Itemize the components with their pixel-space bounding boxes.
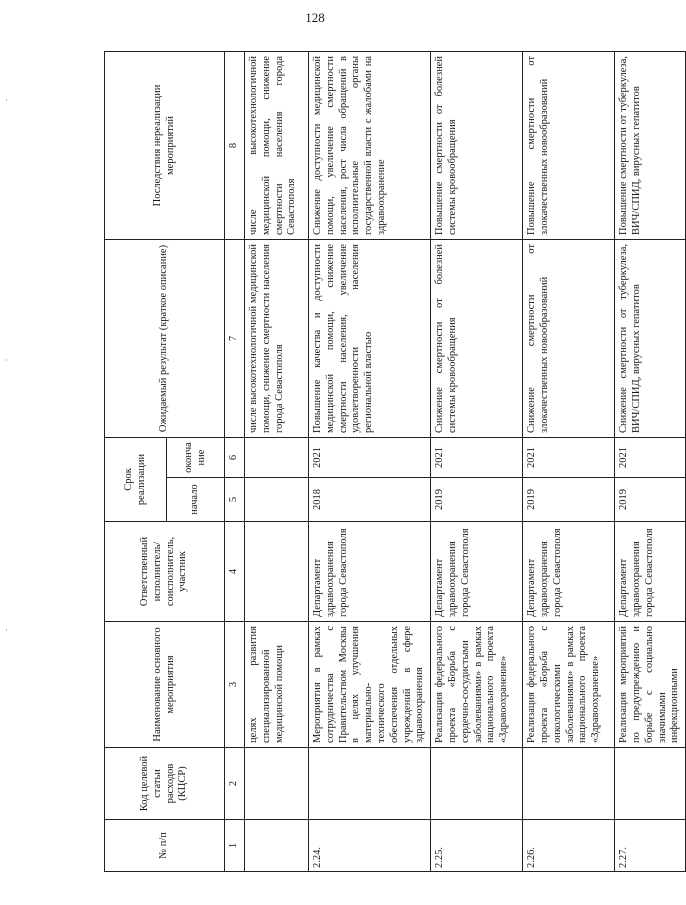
table-row	[245, 51, 309, 871]
row-end-year	[245, 437, 309, 477]
binder-hole-mark: ·	[5, 95, 8, 105]
row-start-year: 2018	[309, 478, 431, 522]
row-kcsr	[245, 748, 309, 820]
row-executor: Департамент здравоохранения города Севастополя	[615, 522, 686, 622]
row-expected-result: Повышение качества и доступности медицинской помощи, снижение смертности населения, увеличение удовлетворенности населения региональной властью	[309, 239, 431, 437]
column-number: 5	[225, 478, 245, 522]
row-start-year: 2019	[523, 478, 615, 522]
column-number: 6	[225, 437, 245, 477]
row-consequence: числе высокотехнологичной медицинской помощи, снижение смертности населения города Севастополя	[245, 51, 309, 239]
measures-table	[104, 51, 686, 872]
table-row	[523, 51, 615, 871]
header-term-end: оконча ние	[167, 437, 225, 477]
row-end-year: 2021	[615, 437, 686, 477]
row-kcsr	[309, 748, 431, 820]
column-number-row	[225, 51, 245, 871]
row-executor: Департамент здравоохранения города Севастополя	[523, 522, 615, 622]
row-consequence: Повышение смертности от болезней системы кровообращения	[431, 51, 523, 239]
row-kcsr	[615, 748, 686, 820]
column-number: 4	[225, 522, 245, 622]
header-measure-name: Наименование основного мероприятия	[105, 622, 225, 748]
header-term-start: начало	[167, 478, 225, 522]
table-row	[615, 51, 686, 871]
row-kcsr	[523, 748, 615, 820]
row-number: 2.26.	[523, 820, 615, 872]
header-executor: Ответственный исполнитель/ соисполнитель, участник	[105, 522, 225, 622]
header-term: Срок реализации	[105, 437, 167, 521]
row-kcsr	[431, 748, 523, 820]
binder-hole-mark: ·	[5, 355, 8, 365]
row-number: 2.27.	[615, 820, 686, 872]
row-end-year: 2021	[523, 437, 615, 477]
row-number	[245, 820, 309, 872]
column-number: 2	[225, 748, 245, 820]
row-expected-result: Снижение смертности от злокачественных новообразований	[523, 239, 615, 437]
row-end-year: 2021	[309, 437, 431, 477]
column-number: 8	[225, 51, 245, 239]
row-executor	[245, 522, 309, 622]
row-consequence: Повышение смертности от туберкулеза, ВИЧ/СПИД, вирусных гепатитов	[615, 51, 686, 239]
page-number: 128	[305, 10, 325, 25]
row-start-year: 2019	[431, 478, 523, 522]
header-consequences: Последствия нереализации мероприятий	[105, 51, 225, 239]
row-measure-name: Мероприятия в рамках сотрудничества с Правительством Москвы в целях улучшения материально-технического обеспечения отдельных учреждений в сфере здравоохранения	[309, 622, 431, 748]
header-number: № п/п	[105, 820, 225, 872]
rotated-table-container	[104, 52, 681, 872]
table-row	[431, 51, 523, 871]
row-measure-name: целях развития специализированной медицинской помощи	[245, 622, 309, 748]
row-executor: Департамент здравоохранения города Севастополя	[309, 522, 431, 622]
row-measure-name: Реализация федерального проекта «Борьба с онкологическими заболеваниями» в рамках национального проекта «Здравоохранение»	[523, 622, 615, 748]
row-consequence: Снижение доступности медицинской помощи, увеличение смертности населения, рост числа обращений в исполнительные органы государственной власти с жалобами на здравоохранение	[309, 51, 431, 239]
column-number: 3	[225, 622, 245, 748]
column-number: 1	[225, 820, 245, 872]
row-consequence: Повышение смертности от злокачественных новообразований	[523, 51, 615, 239]
row-expected-result: Снижение смертности от болезней системы кровообращения	[431, 239, 523, 437]
row-measure-name: Реализация федерального проекта «Борьба с сердечно-сосудистыми заболеваниями» в рамках национального проекта «Здравоохранение»	[431, 622, 523, 748]
row-start-year: 2019	[615, 478, 686, 522]
row-measure-name: Реализация мероприятий по предупреждению и борьбе с социально значимыми инфекционными	[615, 622, 686, 748]
column-number: 7	[225, 239, 245, 437]
row-expected-result: Снижение смертности от туберкулеза, ВИЧ/СПИД, вирусных гепатитов	[615, 239, 686, 437]
row-number: 2.25.	[431, 820, 523, 872]
table-row	[309, 51, 431, 871]
header-expected-result: Ожидаемый результат (краткое описание)	[105, 239, 225, 437]
row-expected-result: числе высокотехнологичной медицинской помощи, снижение смертности населения города Севастополя	[245, 239, 309, 437]
row-number: 2.24.	[309, 820, 431, 872]
binder-hole-mark: ·	[5, 625, 8, 635]
row-end-year: 2021	[431, 437, 523, 477]
row-start-year	[245, 478, 309, 522]
row-executor: Департамент здравоохранения города Севастополя	[431, 522, 523, 622]
header-kcsr: Код целевой статьи расходов (КЦСР)	[105, 748, 225, 820]
